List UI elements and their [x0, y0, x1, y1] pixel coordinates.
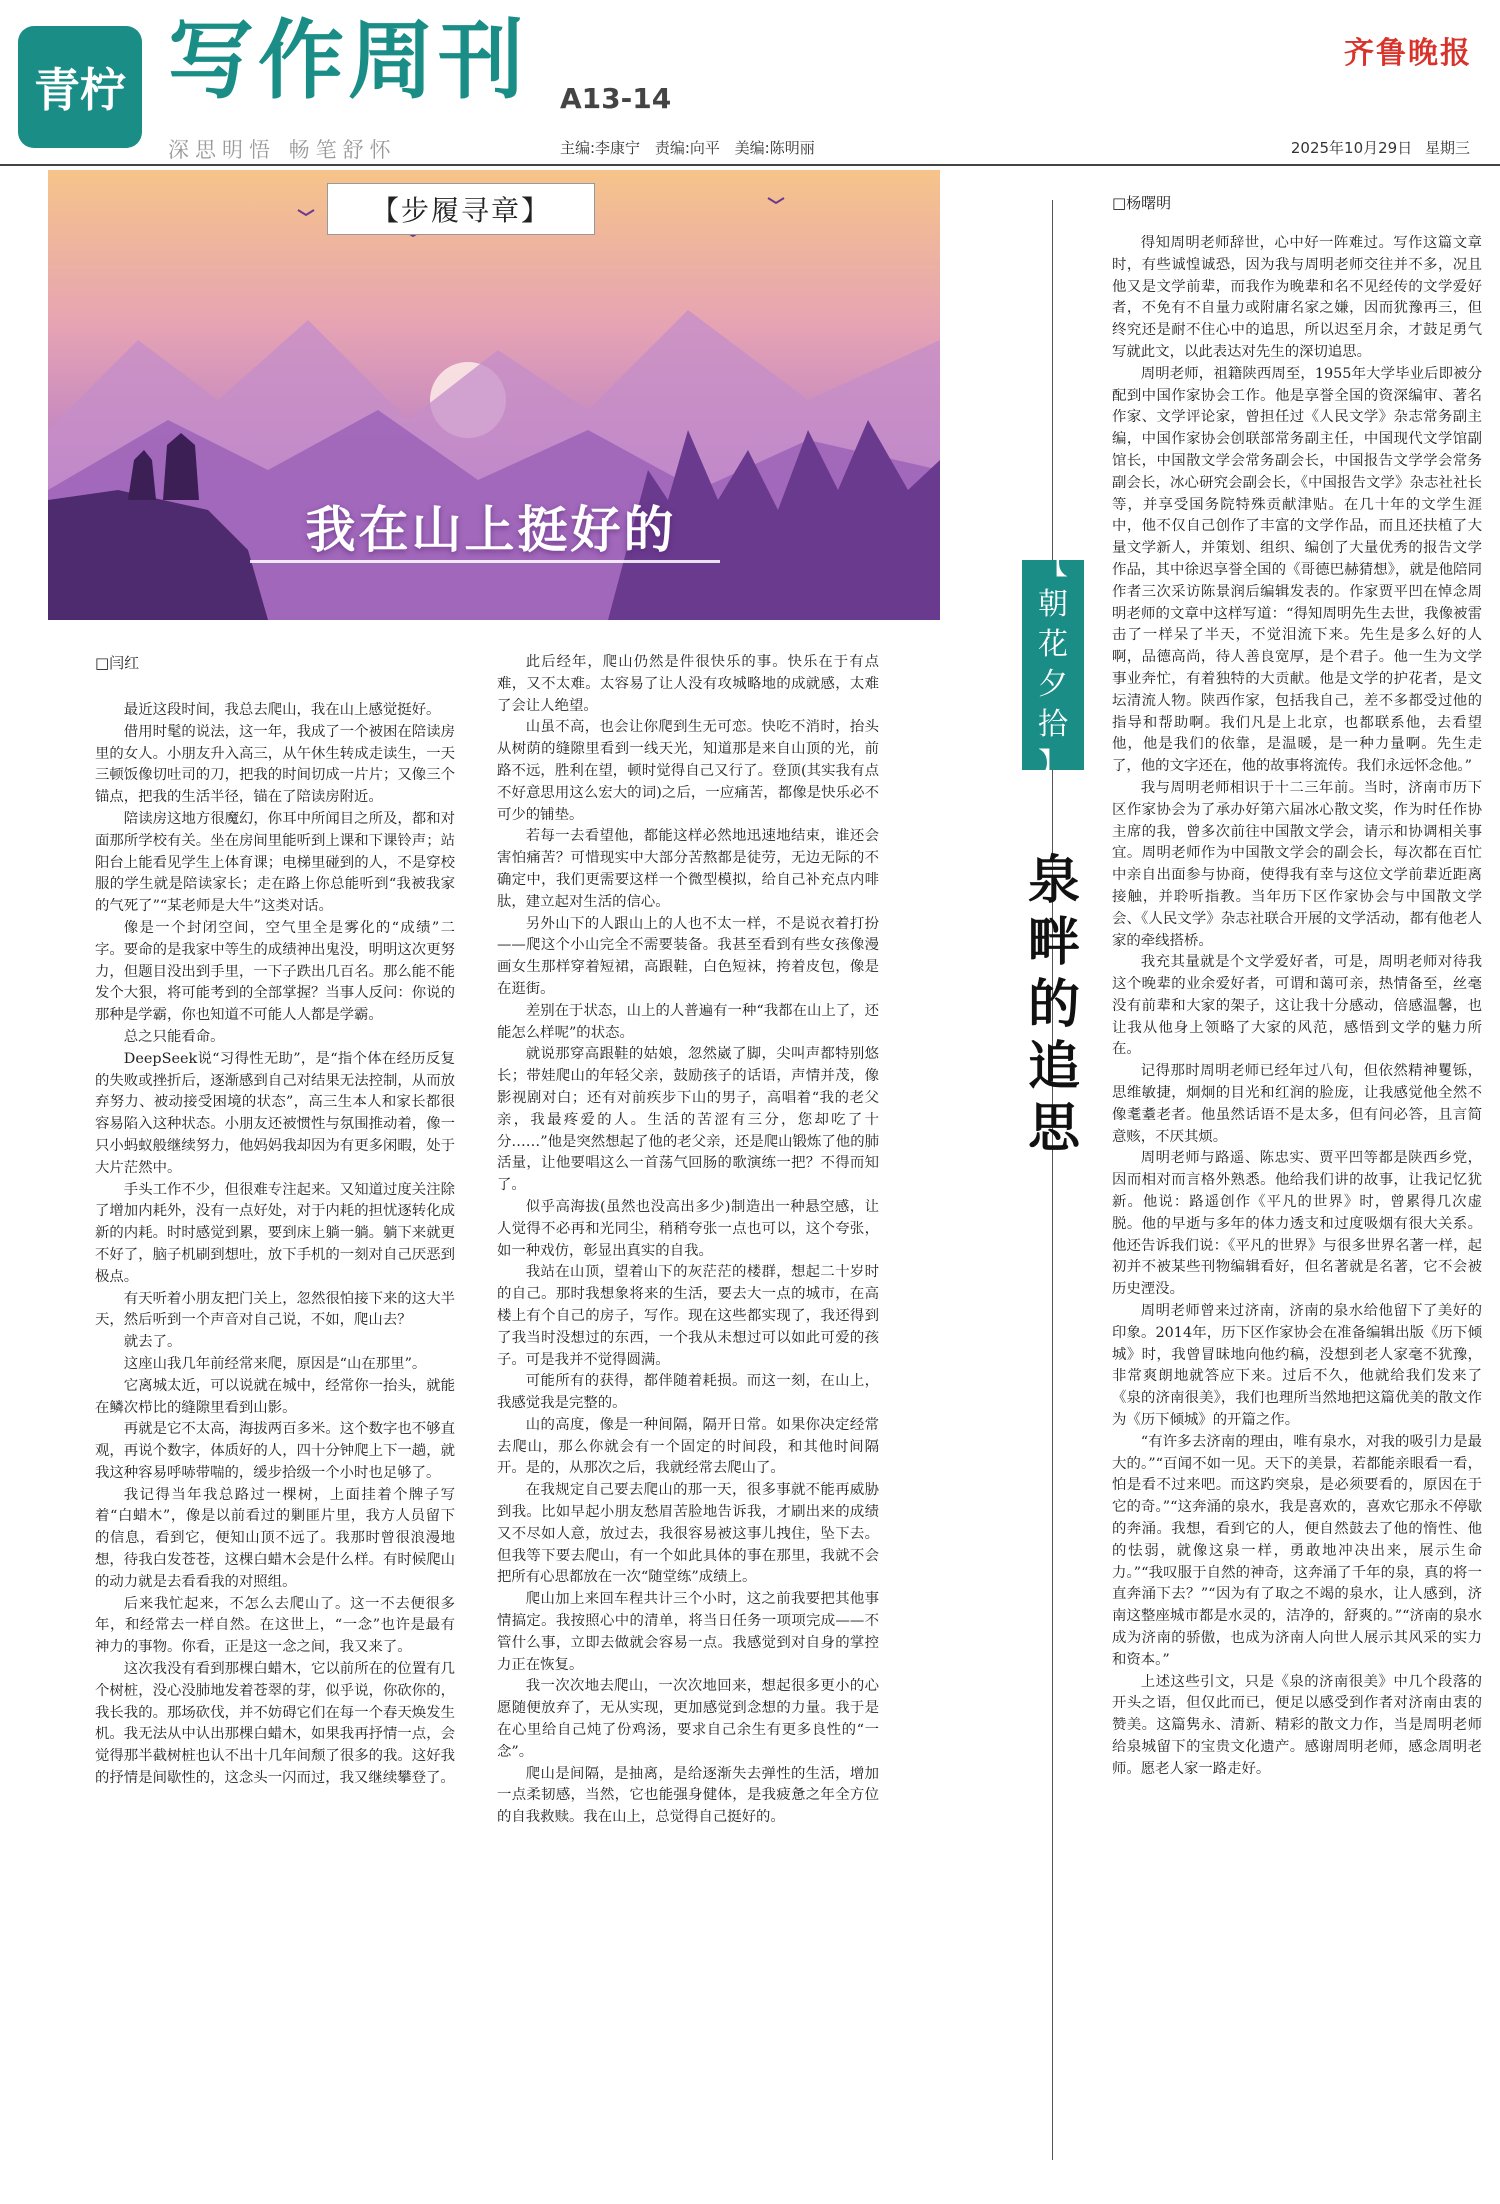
article-title-left: 我在山上挺好的	[305, 500, 677, 559]
paragraph: 我站在山顶，望着山下的灰茫茫的楼群，想起二十岁时的自己。那时我想象将来的生活，要去大一点的城市，在高楼上有个自己的房子，写作。现在这些都实现了，我还得到了我当时没想过的东西，一个我从未想过可以如此可爱的孩子。可是我并不觉得圆满。	[497, 1264, 879, 1368]
article-title-right	[1024, 850, 1084, 1160]
masthead-divider	[0, 164, 1500, 166]
paragraph: 再就是它不太高，海拔两百多米。这个数字也不够直观，再说个数字，体质好的人，四十分钟爬上下一趟，就我这种容易呼哧带喘的，缓步拾级一个小时也足够了。	[95, 1421, 455, 1481]
paragraph: 我记得当年我总路过一棵树，上面挂着个牌子写着“白蜡木”，像是以前看过的剿匪片里，我方人员留下的信息，看到它，便知山顶不远了。我那时曾很浪漫地想，待我白发苍苍，这棵白蜡木会是什么样。有时候爬山的动力就是去看看我的对照组。	[95, 1486, 455, 1590]
paragraph: 山的高度，像是一种间隔，隔开日常。如果你决定经常去爬山，那么你就会有一个固定的时间段，和其他时间隔开。是的，从那次之后，我就经常去爬山了。	[497, 1416, 879, 1477]
paragraph: 得知周明老师辞世，心中好一阵难过。写作这篇文章时，有些诚惶诚恐，因为我与周明老师交往并不多，况且他又是文学前辈，而我作为晚辈和名不见经传的文学爱好者，不免有不自量力或附庸名家之嫌，因而犹豫再三，但终究还是耐不住心中的追思，所以迟至月余，才鼓足勇气写就此文，以此表达对先生的深切追思。	[1112, 235, 1482, 360]
column-tag-left: 【步履寻章】	[327, 183, 595, 235]
paragraph: 像是一个封闭空间，空气里全是雾化的“成绩”二字。要命的是我家中等生的成绩神出鬼没，明明这次更努力，但题目没出到手里，一下子跌出几百名。那么能不能发个大狠，将可能考到的全部掌握？当事人反问：你说的那种是学霸，你也知道不可能人人都是学霸。	[95, 919, 455, 1024]
vertical-char: 夕	[1038, 667, 1068, 702]
paragraph: 我与周明老师相识于十二三年前。当时，济南市历下区作家协会为了承办好第六届冰心散文奖，作为时任作协主席的我，曾多次前往中国散文学会，请示和协调相关事宜。周明老师作为中国散文学会的副会长，每次都在百忙中亲自出面参与协商，使得我有幸与这位文学前辈近距离接触，并聆听指教。当年历下区作家协会与中国散文学会、《人民文学》杂志社联合开展的文学活动，都有他老人家的牵线搭桥。	[1112, 779, 1482, 949]
paragraph: 可能所有的获得，都伴随着耗损。而这一刻，在山上，我感觉我是完整的。	[497, 1373, 879, 1412]
paragraph: 最近这段时间，我总去爬山，我在山上感觉挺好。	[123, 702, 441, 718]
paragraph: 上述这些引文，只是《泉的济南很美》中几个段落的开头之语，但仅此而已，便足以感受到作者对济南由衷的赞美。这篇隽永、清新、精彩的散文力作，当是周明老师给泉城留下的宝贵文化遗产。感谢周明老师，感念周明老师。愿老人家一路走好。	[1112, 1673, 1482, 1777]
paragraph: 差别在于状态，山上的人普遍有一种“我都在山上了，还能怎么样呢”的状态。	[497, 1002, 879, 1041]
vertical-char: 追	[1027, 1036, 1080, 1097]
paragraph: 有天听着小朋友把门关上，忽然很怕接下来的这大半天，然后听到一个声音对自己说，不如，爬山去？	[95, 1290, 455, 1329]
paragraph: 就去了。	[123, 1334, 182, 1351]
headline-underline	[250, 560, 720, 563]
paragraph: 陪读房这地方很魔幻，你耳中所闻目之所及，都和对面那所学校有关。坐在房间里能听到上课和下课铃声；站阳台上能看见学生上体育课；电梯里碰到的人，不是穿校服的学生就是陪读家长；走在路上你总能听到“我被我家的气死了”“某老师是大牛”这类对话。	[95, 810, 455, 915]
paragraph: 周明老师曾来过济南，济南的泉水给他留下了美好的印象。2014年，历下区作家协会在准备编辑出版《历下倾城》时，我曾冒昧地向他约稿，没想到老人家毫不犹豫，非常爽朗地就答应下来。过后不久，他就给我们发来了《泉的济南很美》，我们也理所当然地把这篇优美的散文作为《历下倾城》的开篇之作。	[1112, 1303, 1482, 1429]
paragraph: 周明老师与路遥、陈忠实、贾平凹等都是陕西乡党，因而相对而言格外熟悉。他给我们讲的故事，让我记忆犹新。他说：路遥创作《平凡的世界》时，曾累得几次虚脱。他的早逝与多年的体力透支和过度吸烟有很大关系。他还告诉我们说：《平凡的世界》与很多世界名著一样，起初并不被某些刊物编辑看好，但名著就是名著，它不会被历史湮没。	[1112, 1150, 1482, 1298]
paragraph: 山虽不高，也会让你爬到生无可恋。快吃不消时，抬头从树荫的缝隙里看到一线天光，知道那是来自山顶的光，前路不远，胜利在望，顿时觉得自己又行了。登顶(其实我有点不好意思用这么宏大的词)之后，一应痛苦，都像是快乐必不可少的铺垫。	[497, 719, 879, 823]
page-code: A13-14	[560, 82, 672, 115]
paragraph: “有许多去济南的理由，唯有泉水，对我的吸引力是最大的。”“百闻不如一见。天下的美景，若都能亲眼看一看，怕是看不过来吧。而这趵突泉，是必须要看的，原因在于它的奇。”“这奔涌的泉水，我是喜欢的，喜欢它那永不停歇的奔涌。我想，看到它的人，便自然鼓去了他的惰性、他的怯弱，就像这泉一样，勇敢地冲决出来，展示生命力。”“我叹服于自然的神奇，这奔涌了千年的泉，真的将一直奔涌下去？”“因为有了取之不竭的泉水，让人感到，济南这整座城市都是水灵的，洁净的，舒爽的。”“济南的泉水成为济南的骄傲，也成为济南人向世人展示其风采的实力和资本。”	[1112, 1433, 1482, 1668]
paragraph: 我充其量就是个文学爱好者，可是，周明老师对待我这个晚辈的业余爱好者，可谓和蔼可亲，热情备至，丝毫没有前辈和大家的架子，这让我十分感动，倍感温馨，也让我从他身上领略了大家的风范，感悟到文学的魅力所在。	[1112, 954, 1482, 1058]
paragraph: 记得那时周明老师已经年过八旬，但依然精神矍铄，思维敏捷，炯炯的目光和红润的脸庞，让我感觉他全然不像耄耋老者。他虽然话语不是太多，但有问必答，且言简意赅，不厌其烦。	[1112, 1063, 1482, 1145]
article-column-3	[1112, 233, 1482, 1781]
issue-date: 2025年10月29日 星期三	[1290, 139, 1470, 157]
paragraph: 我一次次地去爬山，一次次地回来，想起很多更小的心愿随便放弃了，无从实现，更加感觉到念想的力量。我于是在心里给自己炖了份鸡汤，要求自己余生有更多良性的“一念”。	[497, 1678, 879, 1760]
column-divider	[1052, 200, 1053, 2160]
masthead	[0, 0, 1500, 170]
paragraph: 周明老师，祖籍陕西周至，1955年大学毕业后即被分配到中国作家协会工作。他是享誉全国的资深编审、著名作家、文学评论家，曾担任过《人民文学》杂志常务副主编，中国作家协会创联部常务副主任，中国现代文学馆副馆长，中国散文学会常务副会长，中国报告文学学会常务副会长，冰心研究会副会长，《中国报告文学》杂志社社长等，并享受国务院特殊贡献津贴。在几十年的文学生涯中，他不仅自己创作了丰富的文学作品，而且还扶植了大量文学新人，并策划、组织、编创了大量优秀的报告文学作品，其中徐迟享誉全国的《哥德巴赫猜想》，就是他陪同作者三次采访陈景润后编辑发表的。作家贾平凹在悼念周明老师的文章中这样写道：“得知周明先生去世，我像被雷击了一样呆了半天，不觉泪流下来。先生是多么好的人啊，品德高尚，待人善良宽厚，是个君子。他一生为文学事业奔忙，有着独特的大贡献。他是文学的护花者，是文坛清流人物。陕西作家，包括我自己，差不多都受过他的指导和帮助啊。我们凡是上北京，也都联系他，去看望他，他是我们的依靠，是温暖，是一种力量啊。先生走了，他的文字还在，他的故事将流传。我们永远怀念他。”	[1112, 365, 1482, 775]
vertical-char: 拾	[1038, 707, 1068, 742]
vertical-char: 的	[1027, 974, 1080, 1035]
vertical-char: 【	[1038, 547, 1068, 582]
vertical-char: 花	[1038, 627, 1068, 662]
paragraph: 这座山我几年前经常来爬，原因是“山在那里”。	[123, 1355, 427, 1372]
paragraph: 在我规定自己要去爬山的那一天，很多事就不能再威胁到我。比如早起小朋友愁眉苦脸地告诉我，才刷出来的成绩又不尽如人意，放过去，我很容易被这事儿拽住，坠下去。但我等下要去爬山，有一个如此具体的事在那里，我就不会把所有心思都放在一次“随堂练”成绩上。	[497, 1482, 879, 1586]
article-column-1	[95, 700, 455, 1790]
paragraph: 此后经年，爬山仍然是件很快乐的事。快乐在于有点难，又不太难。太容易了让人没有攻城略地的成就感，太难了会让人绝望。	[497, 654, 879, 714]
paragraph: 借用时髦的说法，这一年，我成了一个被困在陪读房里的女人。小朋友升入高三，从午休生转成走读生，一天三顿饭像切吐司的刀，把我的时间切成一片片；又像三个锚点，把我的生活半径，锚在了陪读房附近。	[95, 723, 455, 806]
paragraph: 若每一去看望他，都能这样必然地迅速地结束，谁还会害怕痛苦？可惜现实中大部分苦熬都是徒劳，无边无际的不确定中，我们更需要这样一个微型模拟，给自己补充点内啡肽，建立起对生活的信心。	[497, 828, 879, 910]
paragraph: 总之只能看命。	[123, 1028, 225, 1045]
paragraph: 这次我没有看到那棵白蜡木，它以前所在的位置有几个树桩，没心没肺地发着苍翠的芽，似乎说，你砍你的，我长我的。那场砍伐，并不妨碍它们在每一个春天焕发生机。我无法从中认出那棵白蜡木，如果我再抒情一点，会觉得那半截树桩也认不出十几年间颓了很多的我。这好我的抒情是间歇性的，这念头一闪而过，我又继续攀登了。	[95, 1661, 455, 1787]
vertical-char: 朝	[1038, 587, 1068, 622]
column-tag-right	[1022, 547, 1084, 782]
section-slogan: 深思明悟 畅笔舒怀	[168, 138, 397, 162]
editor-credits: 主编:李康宁 责编:向平 美编:陈明丽	[560, 139, 815, 157]
paragraph: 它离城太近，可以说就在城中，经常你一抬头，就能在鳞次栉比的缝隙里看到山影。	[95, 1377, 455, 1416]
newspaper-name: 齐鲁晚报	[1344, 36, 1472, 71]
section-title: 写作周刊	[168, 11, 528, 111]
paragraph: 另外山下的人跟山上的人也不太一样，不是说衣着打扮——爬这个小山完全不需要装备。我甚至看到有些女孩像漫画女生那样穿着短裙，高跟鞋，白色短袜，挎着皮包，像是在逛街。	[497, 915, 879, 997]
vertical-char: 】	[1038, 747, 1068, 782]
article-column-2	[497, 652, 879, 1829]
paragraph: 后来我忙起来，不怎么去爬山了。这一不去便很多年，和经常去一样自然。在这世上，“一念”也许是最有神力的事物。你看，正是这一念之间，我又来了。	[95, 1595, 455, 1656]
vertical-char: 思	[1027, 1098, 1080, 1159]
paragraph: DeepSeek说“习得性无助”，是“指个体在经历反复的失败或挫折后，逐渐感到自己对结果无法控制，从而放弃努力、被动接受困境的状态”，高三生本人和家长都很容易陷入这种状态。小朋友还被惯性与氛围推动着，像一只小蚂蚁般继续努力，他妈妈我却因为有更多闲暇，处于大片茫然中。	[95, 1050, 455, 1176]
author-byline-left: □闫红	[95, 654, 140, 672]
paragraph: 就说那穿高跟鞋的姑娘，忽然崴了脚，尖叫声都特别悠长；带娃爬山的年轻父亲，鼓励孩子的话语，声情并茂，像影视剧对白；还有对前疾步下山的男子，高唱着“我的老父亲，我最疼爱的人。生活的苦涩有三分，您却吃了十分……”他是突然想起了他的老父亲，还是爬山锻炼了他的肺活量，让他要唱这么一首荡气回肠的歌演练一把？不得而知了。	[497, 1046, 879, 1194]
vertical-char: 畔	[1027, 912, 1080, 973]
author-byline-right: □杨曙明	[1112, 194, 1172, 212]
paragraph: 爬山加上来回车程共计三个小时，这之前我要把其他事情搞定。我按照心中的清单，将当日任务一项项完成——不管什么事，立即去做就会容易一点。我感觉到对自身的掌控力正在恢复。	[497, 1591, 879, 1673]
paragraph: 爬山是间隔，是抽离，是给逐渐失去弹性的生活，增加一点柔韧感，当然，它也能强身健体，是我疲惫之年全方位的自我救赎。我在山上，总觉得自己挺好的。	[497, 1765, 879, 1826]
vertical-char: 泉	[1027, 850, 1080, 911]
paragraph: 似乎高海拔(虽然也没高出多少)制造出一种悬空感，让人觉得不必再和光同尘，稍稍夸张一点也可以，这个夸张，如一种戏仿，彰显出真实的自我。	[497, 1198, 879, 1259]
section-logo: 青柠	[18, 26, 142, 148]
paragraph: 手头工作不少，但很难专注起来。又知道过度关注除了增加内耗外，没有一点好处，对于内耗的担忧逐转化成新的内耗。时时感觉到累，要到床上躺一躺。躺下来就更不好了，脑子机刷到想吐，放下手机的一刻对自己厌恶到极点。	[95, 1181, 455, 1285]
